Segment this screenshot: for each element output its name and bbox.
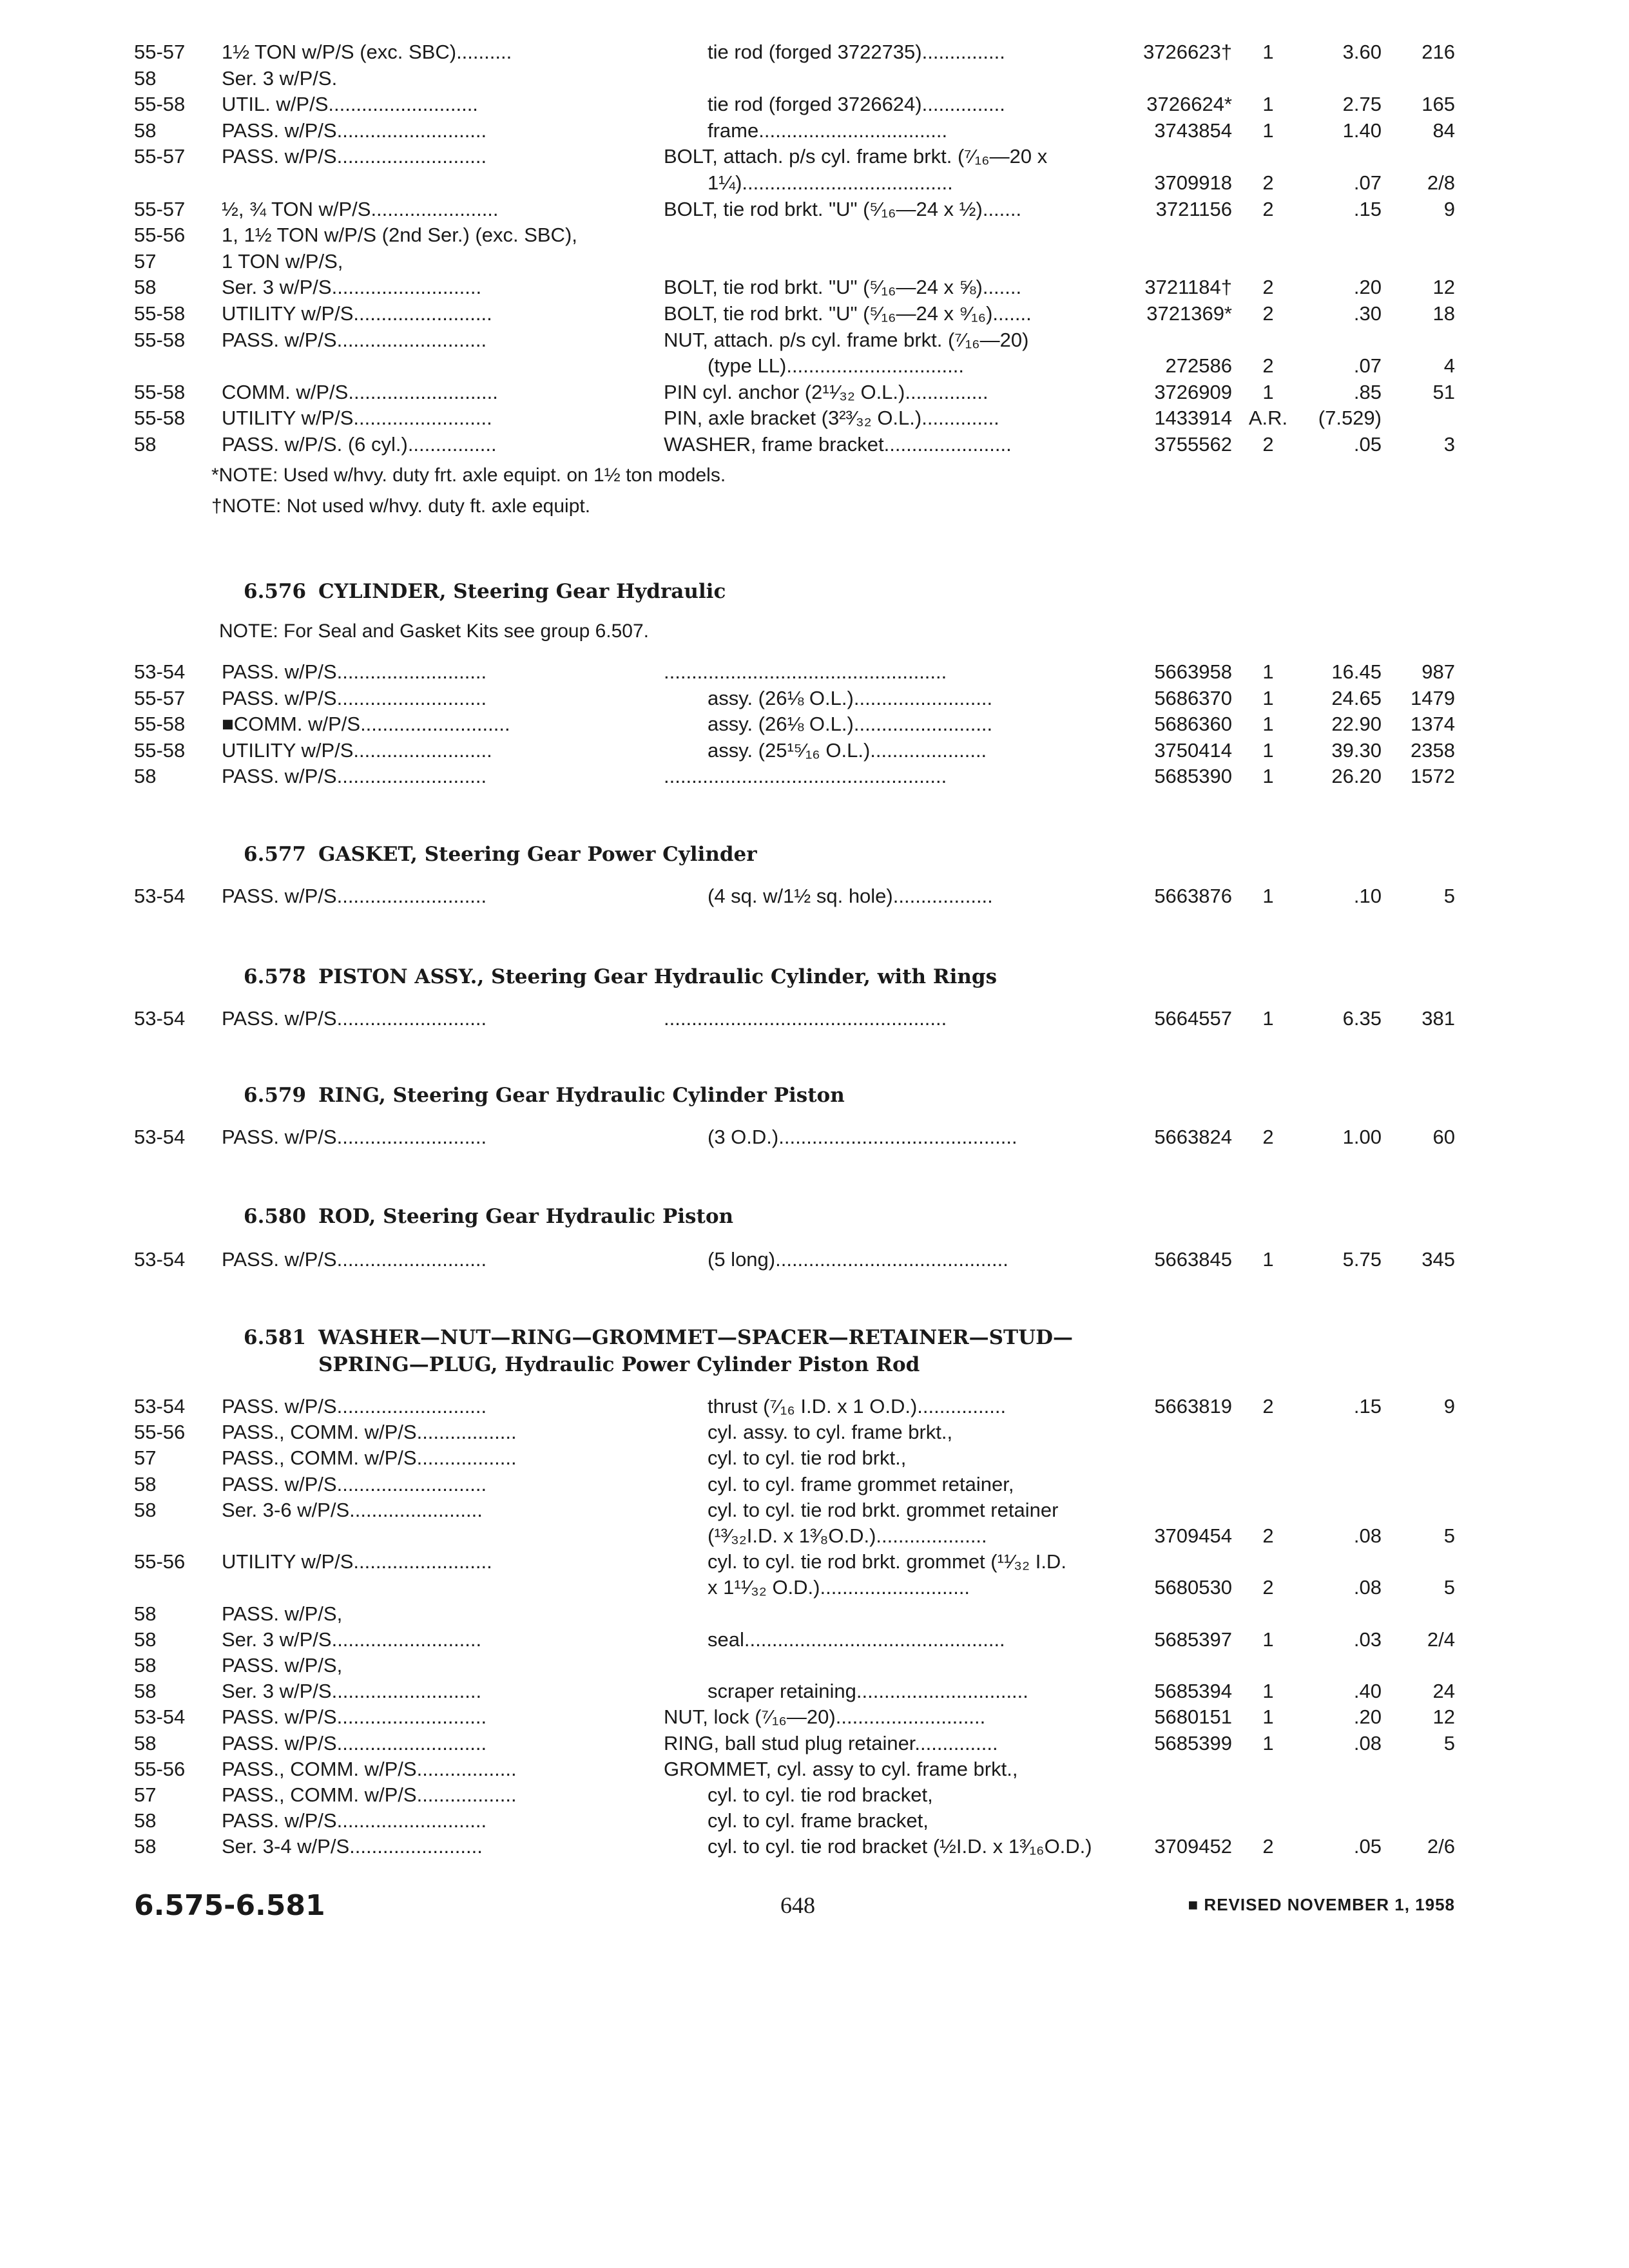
qty-cell: 1 <box>1262 686 1274 709</box>
code-cell: 2358 <box>1411 738 1455 762</box>
price-cell: 2.75 <box>1342 93 1382 116</box>
model-cell: PASS. w/P/S........................... <box>222 660 487 683</box>
model-cell: 1½ TON w/P/S (exc. SBC).......... <box>222 41 512 63</box>
desc-cell: RING, ball stud plug retainer............... <box>664 1731 998 1754</box>
year-cell: 58 <box>134 1731 157 1754</box>
year-cell: 55-58 <box>134 93 186 116</box>
price-cell: .85 <box>1353 380 1382 403</box>
qty-cell: 2 <box>1262 1126 1274 1148</box>
desc-cell: (3 O.D.)........................................... <box>708 1126 1017 1148</box>
year-cell: 53-54 <box>134 1395 186 1418</box>
part-cell: 3709918 <box>1154 171 1232 194</box>
table-row <box>0 883 1629 910</box>
qty-cell: 2 <box>1262 433 1274 456</box>
year-cell: 53-54 <box>134 1248 186 1271</box>
desc-cell: 1¼)...................................... <box>708 171 953 194</box>
section-heading-6-577 <box>244 840 757 869</box>
table-row <box>0 1600 1629 1628</box>
desc-cell: BOLT, attach. p/s cyl. frame brkt. (⁷⁄₁₆—20 x <box>664 145 1048 168</box>
code-cell: 5 <box>1443 885 1455 907</box>
code-cell: 1374 <box>1411 713 1455 736</box>
model-cell: PASS. w/P/S........................... <box>222 1706 487 1729</box>
code-cell: 2/6 <box>1427 1835 1455 1858</box>
price-cell: 16.45 <box>1331 660 1382 683</box>
part-cell: 5663824 <box>1154 1126 1232 1148</box>
model-cell: 1 TON w/P/S, <box>222 249 343 273</box>
section-title: GASKET, Steering Gear Power Cylinder <box>318 843 757 866</box>
model-cell: PASS. w/P/S........................... <box>222 119 487 142</box>
table-row <box>0 248 1629 275</box>
desc-cell: assy. (26⅛ O.L.)......................... <box>708 686 993 709</box>
code-cell: 987 <box>1422 660 1455 683</box>
desc-cell: PIN cyl. anchor (2¹¹⁄₃₂ O.L.)............... <box>664 380 988 403</box>
model-cell: PASS. w/P/S........................... <box>222 1395 487 1418</box>
part-cell: 3709452 <box>1154 1835 1232 1858</box>
year-cell: 58 <box>134 1654 157 1677</box>
qty-cell: 1 <box>1262 738 1274 762</box>
table-row <box>0 1523 1629 1550</box>
price-cell: .15 <box>1353 197 1382 220</box>
qty-cell: 1 <box>1262 765 1274 788</box>
qty-cell: 1 <box>1262 119 1274 142</box>
year-cell: 58 <box>134 276 157 299</box>
table-row <box>0 1678 1629 1705</box>
table-row <box>0 431 1629 458</box>
table-row <box>0 1574 1629 1601</box>
part-cell: 5686360 <box>1154 713 1232 736</box>
code-cell: 24 <box>1432 1680 1455 1703</box>
model-cell: PASS. w/P/S, <box>222 1654 343 1677</box>
desc-cell: cyl. assy. to cyl. frame brkt., <box>708 1421 953 1444</box>
table-row <box>0 65 1629 92</box>
part-cell: 1433914 <box>1154 407 1232 430</box>
price-cell: .15 <box>1353 1395 1382 1418</box>
code-cell: 1479 <box>1411 686 1455 709</box>
year-cell: 58 <box>134 1628 157 1651</box>
model-cell: UTILITY w/P/S......................... <box>222 407 492 430</box>
model-cell: PASS. w/P/S........................... <box>222 1248 487 1271</box>
code-cell: 9 <box>1443 197 1455 220</box>
desc-cell: thrust (⁷⁄₁₆ I.D. x 1 O.D.)................ <box>708 1395 1007 1418</box>
price-cell: 3.60 <box>1342 41 1382 63</box>
price-cell: 26.20 <box>1331 765 1382 788</box>
part-cell: 3750414 <box>1154 738 1232 762</box>
qty-cell: 2 <box>1262 1524 1274 1547</box>
qty-cell: 1 <box>1262 1731 1274 1754</box>
footnote-asterisk: *NOTE: Used w/hvy. duty frt. axle equipt. on 1½ ton models. <box>211 465 726 486</box>
table-row <box>0 39 1629 66</box>
desc-cell: cyl. to cyl. tie rod bracket (½I.D. x 1³⁄₁₆O.D.) <box>708 1835 1092 1858</box>
table-row <box>0 1730 1629 1757</box>
code-cell: 345 <box>1422 1248 1455 1271</box>
price-cell: .30 <box>1353 302 1382 325</box>
price-cell: 24.65 <box>1331 686 1382 709</box>
model-cell: UTIL. w/P/S........................... <box>222 93 478 116</box>
year-cell: 53-54 <box>134 660 186 683</box>
section-number: 6.576 <box>244 580 307 603</box>
price-cell: 5.75 <box>1342 1248 1382 1271</box>
year-cell: 53-54 <box>134 885 186 907</box>
code-cell: 5 <box>1443 1576 1455 1599</box>
desc-cell: seal............................................... <box>708 1628 1005 1651</box>
model-cell: PASS., COMM. w/P/S.................. <box>222 1783 517 1806</box>
model-cell: PASS. w/P/S........................... <box>222 1472 487 1495</box>
code-cell: 12 <box>1432 276 1455 299</box>
code-cell: 51 <box>1432 380 1455 403</box>
code-cell: 5 <box>1443 1524 1455 1547</box>
price-cell: 1.40 <box>1342 119 1382 142</box>
table-row <box>0 737 1629 764</box>
model-cell: PASS. w/P/S. (6 cyl.)................ <box>222 433 497 456</box>
model-cell: PASS., COMM. w/P/S.................. <box>222 1421 517 1444</box>
table-row <box>0 1497 1629 1524</box>
model-cell: PASS. w/P/S........................... <box>222 1731 487 1754</box>
desc-cell: cyl. to cyl. frame grommet retainer, <box>708 1472 1014 1495</box>
section-range: 6.575-6.581 <box>134 1889 325 1922</box>
table-row <box>0 1626 1629 1653</box>
model-cell: ■COMM. w/P/S........................... <box>222 713 510 736</box>
desc-cell: cyl. to cyl. tie rod brkt. grommet (¹¹⁄₃₂ I.D. <box>708 1550 1066 1573</box>
qty-cell: 1 <box>1262 93 1274 116</box>
qty-cell: 1 <box>1262 1248 1274 1271</box>
part-cell: 3709454 <box>1154 1524 1232 1547</box>
year-cell: 58 <box>134 1680 157 1703</box>
year-cell: 55-58 <box>134 328 186 351</box>
table-row <box>0 196 1629 223</box>
table-row <box>0 658 1629 686</box>
table-row <box>0 1445 1629 1472</box>
part-cell: 3721369* <box>1146 302 1232 325</box>
code-cell: 2/8 <box>1427 171 1455 194</box>
model-cell: PASS., COMM. w/P/S.................. <box>222 1446 517 1470</box>
qty-cell: 1 <box>1262 1007 1274 1030</box>
model-cell: COMM. w/P/S........................... <box>222 380 498 403</box>
table-row <box>0 1124 1629 1151</box>
price-cell: 22.90 <box>1331 713 1382 736</box>
table-row <box>0 1652 1629 1679</box>
model-cell: PASS. w/P/S........................... <box>222 145 487 168</box>
desc-cell: (¹³⁄₃₂I.D. x 1³⁄₈O.D.).................... <box>708 1524 987 1547</box>
desc-cell: ................................................... <box>664 765 947 788</box>
table-row <box>0 1471 1629 1498</box>
part-cell: 3726624* <box>1146 93 1232 116</box>
part-cell: 5685390 <box>1154 765 1232 788</box>
model-cell: PASS. w/P/S........................... <box>222 885 487 907</box>
part-cell: 5663958 <box>1154 660 1232 683</box>
year-cell: 58 <box>134 119 157 142</box>
year-cell: 57 <box>134 1783 157 1806</box>
desc-cell: x 1¹¹⁄₃₂ O.D.)........................... <box>708 1576 970 1599</box>
year-cell: 55-58 <box>134 302 186 325</box>
year-cell: 53-54 <box>134 1126 186 1148</box>
price-cell: .08 <box>1353 1524 1382 1547</box>
model-cell: UTILITY w/P/S......................... <box>222 302 492 325</box>
year-cell: 58 <box>134 1498 157 1521</box>
year-cell: 55-57 <box>134 686 186 709</box>
desc-cell: (4 sq. w/1½ sq. hole).................. <box>708 885 993 907</box>
qty-cell: 2 <box>1262 302 1274 325</box>
part-cell: 3726909 <box>1154 380 1232 403</box>
model-cell: Ser. 3 w/P/S........................... <box>222 1628 482 1651</box>
qty-cell: 1 <box>1262 660 1274 683</box>
desc-cell: BOLT, tie rod brkt. "U" (⁵⁄₁₆—24 x ⅝)....... <box>664 276 1022 299</box>
footnote-dagger: †NOTE: Not used w/hvy. duty ft. axle equipt. <box>211 495 591 517</box>
model-cell: Ser. 3 w/P/S. <box>222 66 338 90</box>
table-row <box>0 379 1629 406</box>
price-cell: 39.30 <box>1331 738 1382 762</box>
qty-cell: 1 <box>1262 380 1274 403</box>
section-heading-6-580 <box>244 1202 733 1231</box>
table-row <box>0 1419 1629 1446</box>
qty-cell: A.R. <box>1248 407 1288 430</box>
part-cell: 3755562 <box>1154 433 1232 456</box>
year-cell: 55-56 <box>134 1421 186 1444</box>
year-cell: 58 <box>134 1835 157 1858</box>
table-row <box>0 143 1629 170</box>
part-cell: 5686370 <box>1154 686 1232 709</box>
year-cell: 55-57 <box>134 145 186 168</box>
part-cell: 5685397 <box>1154 1628 1232 1651</box>
table-row <box>0 1246 1629 1273</box>
desc-cell: PIN, axle bracket (3²³⁄₃₂ O.L.).............. <box>664 407 999 430</box>
year-cell: 53-54 <box>134 1007 186 1030</box>
model-cell: PASS. w/P/S........................... <box>222 1126 487 1148</box>
price-cell: .40 <box>1353 1680 1382 1703</box>
section-number: 6.577 <box>244 843 307 866</box>
model-cell: PASS. w/P/S........................... <box>222 765 487 788</box>
table-row <box>0 117 1629 144</box>
year-cell: 55-57 <box>134 197 186 220</box>
year-cell: 55-56 <box>134 224 186 247</box>
page-number: 648 <box>780 1892 815 1918</box>
year-cell: 55-58 <box>134 738 186 762</box>
qty-cell: 2 <box>1262 197 1274 220</box>
section-number: 6.580 <box>244 1205 307 1228</box>
revision-date: ■ REVISED NOVEMBER 1, 1958 <box>1188 1895 1455 1914</box>
price-cell: .05 <box>1353 433 1382 456</box>
desc-cell: BOLT, tie rod brkt. "U" (⁵⁄₁₆—24 x ⁹⁄₁₆)....... <box>664 302 1032 325</box>
section-title: ROD, Steering Gear Hydraulic Piston <box>318 1205 734 1228</box>
model-cell: Ser. 3-4 w/P/S........................ <box>222 1835 483 1858</box>
qty-cell: 2 <box>1262 276 1274 299</box>
code-cell: 18 <box>1432 302 1455 325</box>
year-cell: 58 <box>134 66 157 90</box>
part-cell: 5663845 <box>1154 1248 1232 1271</box>
model-cell: ½, ¾ TON w/P/S....................... <box>222 197 499 220</box>
table-row <box>0 222 1629 249</box>
code-cell: 381 <box>1422 1007 1455 1030</box>
year-cell: 55-56 <box>134 1550 186 1573</box>
desc-cell: (type LL)................................ <box>708 354 964 378</box>
year-cell: 57 <box>134 1446 157 1470</box>
table-row <box>0 274 1629 301</box>
model-cell: PASS. w/P/S........................... <box>222 328 487 351</box>
price-cell: (7.529) <box>1318 407 1382 430</box>
year-cell: 55-57 <box>134 41 186 63</box>
desc-cell: assy. (25¹⁵⁄₁₆ O.L.)..................... <box>708 738 987 762</box>
table-row <box>0 352 1629 380</box>
desc-cell: tie rod (forged 3726624)............... <box>708 93 1005 116</box>
year-cell: 55-56 <box>134 1757 186 1780</box>
price-cell: .20 <box>1353 276 1382 299</box>
section-heading-6-579 <box>244 1081 845 1110</box>
code-cell: 60 <box>1432 1126 1455 1148</box>
section-note: NOTE: For Seal and Gasket Kits see group 6.507. <box>219 620 650 642</box>
table-row <box>0 405 1629 432</box>
part-cell: 5680530 <box>1154 1576 1232 1599</box>
year-cell: 58 <box>134 433 157 456</box>
price-cell: .03 <box>1353 1628 1382 1651</box>
code-cell: 4 <box>1443 354 1455 378</box>
section-number: 6.579 <box>244 1084 307 1107</box>
table-row <box>0 1782 1629 1809</box>
year-cell: 55-58 <box>134 713 186 736</box>
year-cell: 58 <box>134 1809 157 1832</box>
table-row <box>0 91 1629 118</box>
qty-cell: 1 <box>1262 713 1274 736</box>
qty-cell: 1 <box>1262 1680 1274 1703</box>
desc-cell: WASHER, frame bracket....................... <box>664 433 1012 456</box>
year-cell: 58 <box>134 1602 157 1625</box>
desc-cell: scraper retaining............................... <box>708 1680 1028 1703</box>
part-cell: 5663876 <box>1154 885 1232 907</box>
code-cell: 216 <box>1422 41 1455 63</box>
year-cell: 55-58 <box>134 380 186 403</box>
model-cell: 1, 1½ TON w/P/S (2nd Ser.) (exc. SBC), <box>222 224 577 247</box>
model-cell: PASS. w/P/S........................... <box>222 1809 487 1832</box>
table-row <box>0 327 1629 354</box>
part-cell: 3721184† <box>1144 276 1232 299</box>
section-title: WASHER—NUT—RING—GROMMET—SPACER—RETAINER—STUD— <box>318 1326 1074 1349</box>
desc-cell: GROMMET, cyl. assy to cyl. frame brkt., <box>664 1757 1018 1780</box>
table-row <box>0 169 1629 197</box>
desc-cell: NUT, lock (⁷⁄₁₆—20)........................... <box>664 1706 986 1729</box>
part-cell: 5685394 <box>1154 1680 1232 1703</box>
desc-cell: assy. (26⅛ O.L.)......................... <box>708 713 993 736</box>
table-row <box>0 1393 1629 1420</box>
table-row <box>0 1833 1629 1860</box>
code-cell: 2/4 <box>1427 1628 1455 1651</box>
model-cell: Ser. 3 w/P/S........................... <box>222 1680 482 1703</box>
price-cell: .10 <box>1353 885 1382 907</box>
price-cell: 1.00 <box>1342 1126 1382 1148</box>
desc-cell: NUT, attach. p/s cyl. frame brkt. (⁷⁄₁₆—20) <box>664 328 1029 351</box>
desc-cell: cyl. to cyl. tie rod bracket, <box>708 1783 933 1806</box>
qty-cell: 2 <box>1262 171 1274 194</box>
code-cell: 9 <box>1443 1395 1455 1418</box>
year-cell: 53-54 <box>134 1706 186 1729</box>
desc-cell: BOLT, tie rod brkt. "U" (⁵⁄₁₆—24 x ½)....... <box>664 197 1022 220</box>
part-cell: 3721156 <box>1155 197 1232 220</box>
part-cell: 5664557 <box>1154 1007 1232 1030</box>
table-row <box>0 763 1629 790</box>
section-number: 6.578 <box>244 965 307 988</box>
price-cell: .07 <box>1353 171 1382 194</box>
section-heading-6-578 <box>244 963 997 991</box>
model-cell: PASS. w/P/S, <box>222 1602 343 1625</box>
desc-cell: cyl. to cyl. tie rod brkt., <box>708 1446 907 1470</box>
code-cell: 5 <box>1443 1731 1455 1754</box>
qty-cell: 2 <box>1262 1576 1274 1599</box>
part-cell: 272586 <box>1165 354 1232 378</box>
table-row <box>0 685 1629 712</box>
price-cell: .20 <box>1353 1706 1382 1729</box>
section-heading-6-581 <box>244 1323 1073 1352</box>
qty-cell: 1 <box>1262 1628 1274 1651</box>
year-cell: 58 <box>134 765 157 788</box>
year-cell: 58 <box>134 1472 157 1495</box>
price-cell: .05 <box>1353 1835 1382 1858</box>
desc-cell: cyl. to cyl. frame bracket, <box>708 1809 929 1832</box>
section-title-continued: SPRING—PLUG, Hydraulic Power Cylinder Piston Rod <box>318 1353 920 1376</box>
section-heading-6-576 <box>244 577 726 606</box>
section-number: 6.581 <box>244 1326 307 1349</box>
part-cell: 5663819 <box>1154 1395 1232 1418</box>
section-title: CYLINDER, Steering Gear Hydraulic <box>318 580 726 603</box>
price-cell: .08 <box>1353 1576 1382 1599</box>
table-row <box>0 300 1629 327</box>
table-row <box>0 1005 1629 1032</box>
part-cell: 3726623† <box>1143 41 1232 63</box>
code-cell: 84 <box>1432 119 1455 142</box>
qty-cell: 1 <box>1262 41 1274 63</box>
part-cell: 3743854 <box>1154 119 1232 142</box>
part-cell: 5680151 <box>1154 1706 1232 1729</box>
code-cell: 1572 <box>1411 765 1455 788</box>
year-cell: 55-58 <box>134 407 186 430</box>
model-cell: Ser. 3-6 w/P/S........................ <box>222 1498 483 1521</box>
model-cell: PASS. w/P/S........................... <box>222 686 487 709</box>
qty-cell: 1 <box>1262 885 1274 907</box>
desc-cell: (5 long).......................................... <box>708 1248 1008 1271</box>
qty-cell: 1 <box>1262 1706 1274 1729</box>
model-cell: UTILITY w/P/S......................... <box>222 1550 492 1573</box>
table-row <box>0 711 1629 738</box>
price-cell: .07 <box>1353 354 1382 378</box>
code-cell: 165 <box>1422 93 1455 116</box>
part-cell: 5685399 <box>1154 1731 1232 1754</box>
desc-cell: ................................................... <box>664 1007 947 1030</box>
section-title: RING, Steering Gear Hydraulic Cylinder Piston <box>318 1084 845 1107</box>
table-row <box>0 1807 1629 1834</box>
qty-cell: 2 <box>1262 1395 1274 1418</box>
model-cell: PASS. w/P/S........................... <box>222 1007 487 1030</box>
qty-cell: 2 <box>1262 1835 1274 1858</box>
desc-cell: frame.................................. <box>708 119 948 142</box>
price-cell: .08 <box>1353 1731 1382 1754</box>
code-cell: 3 <box>1443 433 1455 456</box>
table-row <box>0 1756 1629 1783</box>
year-cell: 57 <box>134 249 157 273</box>
qty-cell: 2 <box>1262 354 1274 378</box>
model-cell: PASS., COMM. w/P/S.................. <box>222 1757 517 1780</box>
model-cell: UTILITY w/P/S......................... <box>222 738 492 762</box>
section-title: PISTON ASSY., Steering Gear Hydraulic Cylinder, with Rings <box>318 965 998 988</box>
desc-cell: cyl. to cyl. tie rod brkt. grommet retainer <box>708 1498 1059 1521</box>
price-cell: 6.35 <box>1342 1007 1382 1030</box>
table-row <box>0 1548 1629 1575</box>
table-row <box>0 1704 1629 1731</box>
model-cell: Ser. 3 w/P/S........................... <box>222 276 482 299</box>
desc-cell: ................................................... <box>664 660 947 683</box>
code-cell: 12 <box>1432 1706 1455 1729</box>
desc-cell: tie rod (forged 3722735)............... <box>708 41 1005 63</box>
